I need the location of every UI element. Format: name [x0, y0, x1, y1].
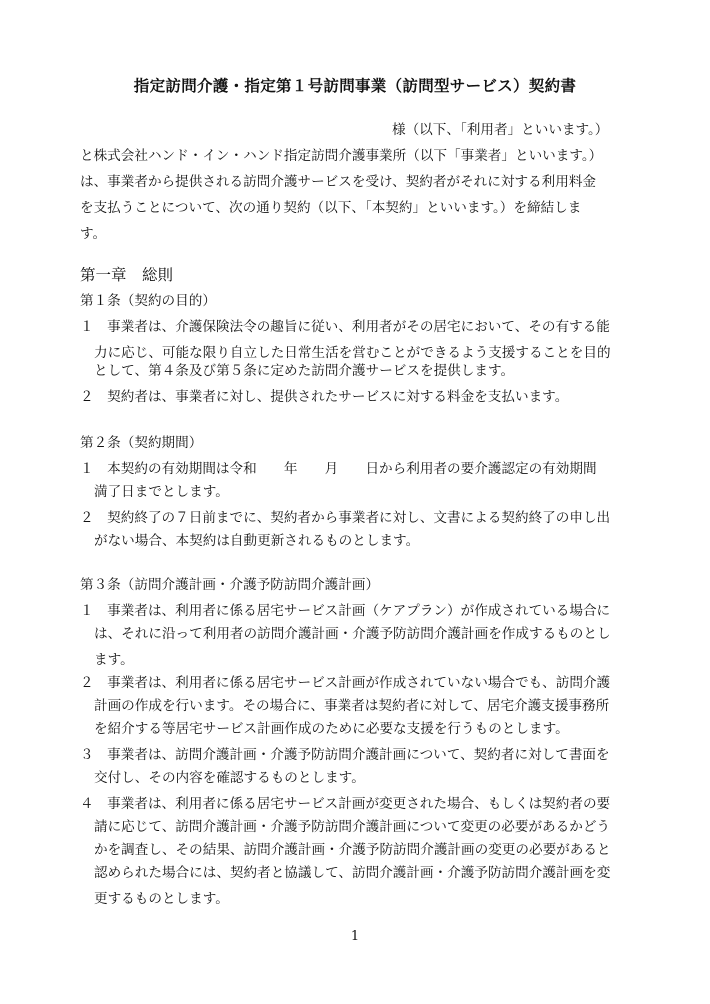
intro-line: を支払うことについて、次の通り契約（以下、「本契約」といいます。）を締結しま — [80, 200, 582, 216]
article-line: 計画の作成を行います。その場合に、事業者は契約者に対して、居宅介護支援事務所 — [94, 698, 610, 714]
intro-line: は、事業者から提供される訪問介護サービスを受け、契約者がそれに対する利用料金 — [80, 174, 597, 190]
intro-line: 様（以下、「利用者」といいます。） — [392, 122, 609, 138]
article-line: ４ 事業者は、利用者に係る居宅サービス計画が変更された場合、もしくは契約者の要 — [80, 796, 611, 812]
article-line: を紹介する等居宅サービス計画作成のために必要な支援を行うものとします。 — [94, 721, 569, 737]
document-title: 指定訪問介護・指定第１号訪問事業（訪問型サービス）契約書 — [133, 77, 577, 95]
article-line: 力に応じ、可能な限り自立した日常生活を営むことができるよう支援することを目的 — [94, 345, 611, 361]
article-line: 請に応じて、訪問介護計画・介護予防訪問介護計画について変更の必要があるかどう — [94, 819, 611, 835]
article-line: １ 事業者は、介護保険法令の趣旨に従い、利用者がその居宅において、その有する能 — [80, 319, 610, 335]
article-heading: 第１条（契約の目的） — [80, 293, 216, 309]
article-line: かを調査し、その結果、訪問介護計画・介護予防訪問介護計画の変更の必要があると — [94, 842, 611, 858]
article-line: ２ 契約者は、事業者に対し、提供されたサービスに対する料金を支払います。 — [80, 389, 569, 405]
intro-line: す。 — [80, 226, 107, 242]
article-line: は、それに沿って利用者の訪問介護計画・介護予防訪問介護計画を作成するものとし — [94, 626, 611, 642]
chapter-heading: 第一章 総則 — [80, 266, 174, 284]
article-line: １ 本契約の有効期間は令和 年 月 日から利用者の要介護認定の有効期間 — [80, 461, 597, 477]
article-line: ます。 — [94, 652, 134, 668]
article-line: 認められた場合には、契約者と協議して、訪問介護計画・介護予防訪問介護計画を変 — [94, 865, 611, 881]
article-line: 更するものとします。 — [94, 891, 229, 907]
article-line: 満了日までとします。 — [94, 484, 229, 500]
article-line: ２ 契約終了の７日前までに、契約者から事業者に対し、文書による契約終了の申し出 — [80, 510, 611, 526]
article-heading: 第２条（契約期間） — [80, 435, 203, 451]
article-line: ３ 事業者は、訪問介護計画・介護予防訪問介護計画について、契約者に対して書面を — [80, 747, 610, 763]
article-line: として、第４条及び第５条に定めた訪問介護サービスを提供します。 — [94, 363, 515, 379]
article-line: 交付し、その内容を確認するものとします。 — [94, 770, 365, 786]
page-number: 1 — [350, 929, 360, 944]
article-line: １ 事業者は、利用者に係る居宅サービス計画（ケアプラン）が作成されている場合に — [80, 603, 611, 619]
intro-line: と株式会社ハンド・イン・ハンド指定訪問介護事業所（以下「事業者」といいます。） — [80, 148, 603, 164]
article-heading: 第３条（訪問介護計画・介護予防訪問介護計画） — [80, 577, 380, 593]
article-line: がない場合、本契約は自動更新されるものとします。 — [94, 533, 420, 549]
article-line: ２ 事業者は、利用者に係る居宅サービス計画が作成されていない場合でも、訪問介護 — [80, 675, 611, 691]
